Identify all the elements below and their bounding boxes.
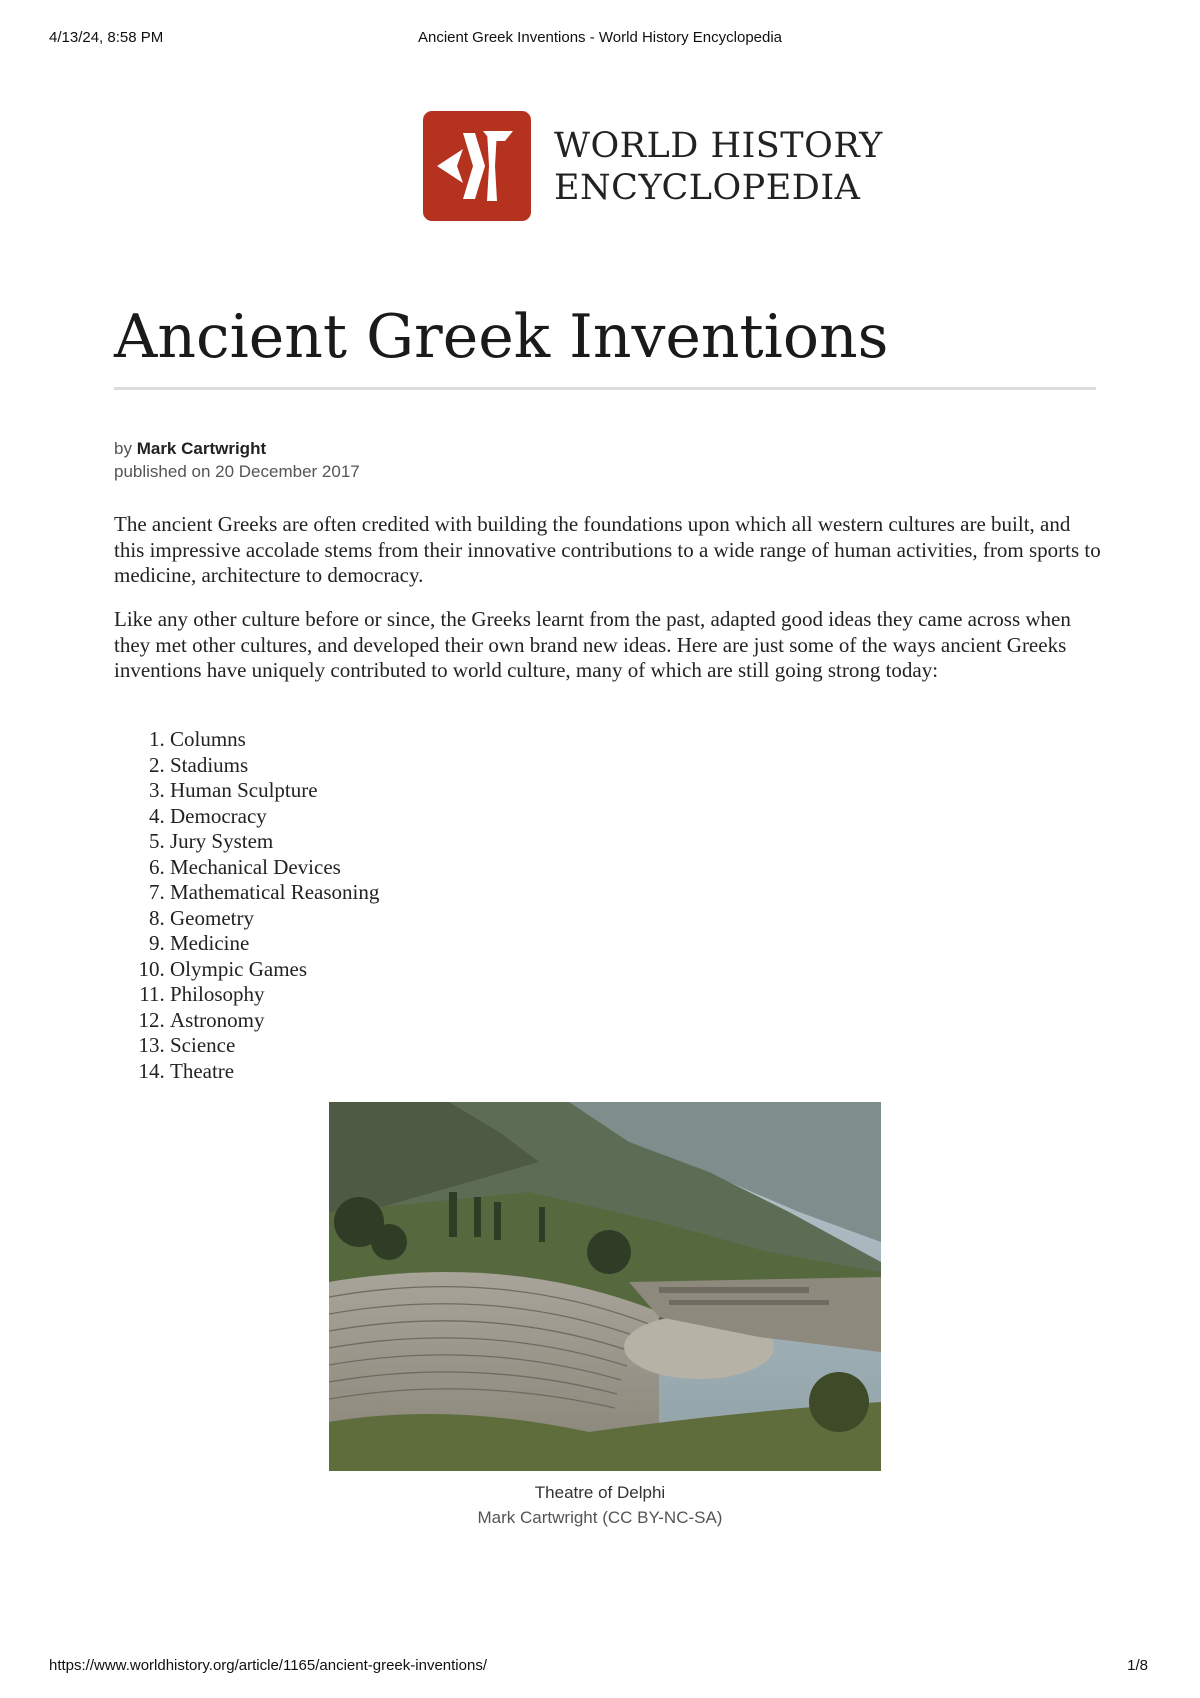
list-item: 7. Mathematical Reasoning xyxy=(170,880,670,906)
list-item: 1. Columns xyxy=(170,727,670,753)
list-item: 8. Geometry xyxy=(170,906,670,932)
list-item: 10. Olympic Games xyxy=(170,957,670,983)
print-url[interactable]: https://www.worldhistory.org/article/1165/ancient-greek-inventions/ xyxy=(49,1657,487,1674)
figure-caption: Theatre of Delphi xyxy=(534,1483,666,1502)
logo-line-2: ENCYCLOPEDIA xyxy=(554,168,861,208)
list-item: 11. Philosophy xyxy=(170,982,670,1008)
list-item: 9. Medicine xyxy=(170,931,670,957)
list-item: 4. Democracy xyxy=(170,804,670,830)
published-date: published on 20 December 2017 xyxy=(114,462,360,481)
list-item: 6. Mechanical Devices xyxy=(170,855,670,881)
logo-wordmark xyxy=(554,125,883,209)
page-number: 1/8 xyxy=(1127,1657,1148,1674)
title-divider xyxy=(114,387,1096,390)
figure-credit: Mark Cartwright (CC BY-NC-SA) xyxy=(477,1508,723,1527)
logo-mark-icon xyxy=(423,111,531,221)
list-item: 14. Theatre xyxy=(170,1059,670,1085)
list-item: 5. Jury System xyxy=(170,829,670,855)
intro-paragraph-2: Like any other culture before or since, the Greeks learnt from the past, adapted good ideas they came across when they met other cultures, and developed their own brand new ideas. Here are just some of the ways ancient Greeks inventions have uniquely contributed to world culture, many of which are still going strong today: xyxy=(114,607,1071,682)
list-item: 2. Stadiums xyxy=(170,753,670,779)
byline xyxy=(114,437,360,483)
print-header xyxy=(0,29,1200,49)
list-item: 13. Science xyxy=(170,1033,670,1059)
by-label: by xyxy=(114,439,132,458)
print-footer xyxy=(0,1657,1200,1677)
site-logo[interactable] xyxy=(423,111,883,223)
intro-paragraph-1: The ancient Greeks are often credited with building the foundations upon which all western cultures are built, and this impressive accolade stems from their innovative contributions to a wide range of human activities, from sports to medicine, architecture to democracy. xyxy=(114,512,1101,587)
list-item: 3. Human Sculpture xyxy=(170,778,670,804)
print-page-title: Ancient Greek Inventions - World History Encyclopedia xyxy=(417,29,783,46)
logo-line-1: WORLD HISTORY xyxy=(554,126,883,166)
list-item: 12. Astronomy xyxy=(170,1008,670,1034)
print-datetime: 4/13/24, 8:58 PM xyxy=(49,29,164,46)
inventions-list xyxy=(114,727,670,1084)
author-link[interactable]: Mark Cartwright xyxy=(136,439,267,458)
theatre-photo[interactable] xyxy=(329,1102,881,1471)
article-title: Ancient Greek Inventions xyxy=(114,302,889,372)
